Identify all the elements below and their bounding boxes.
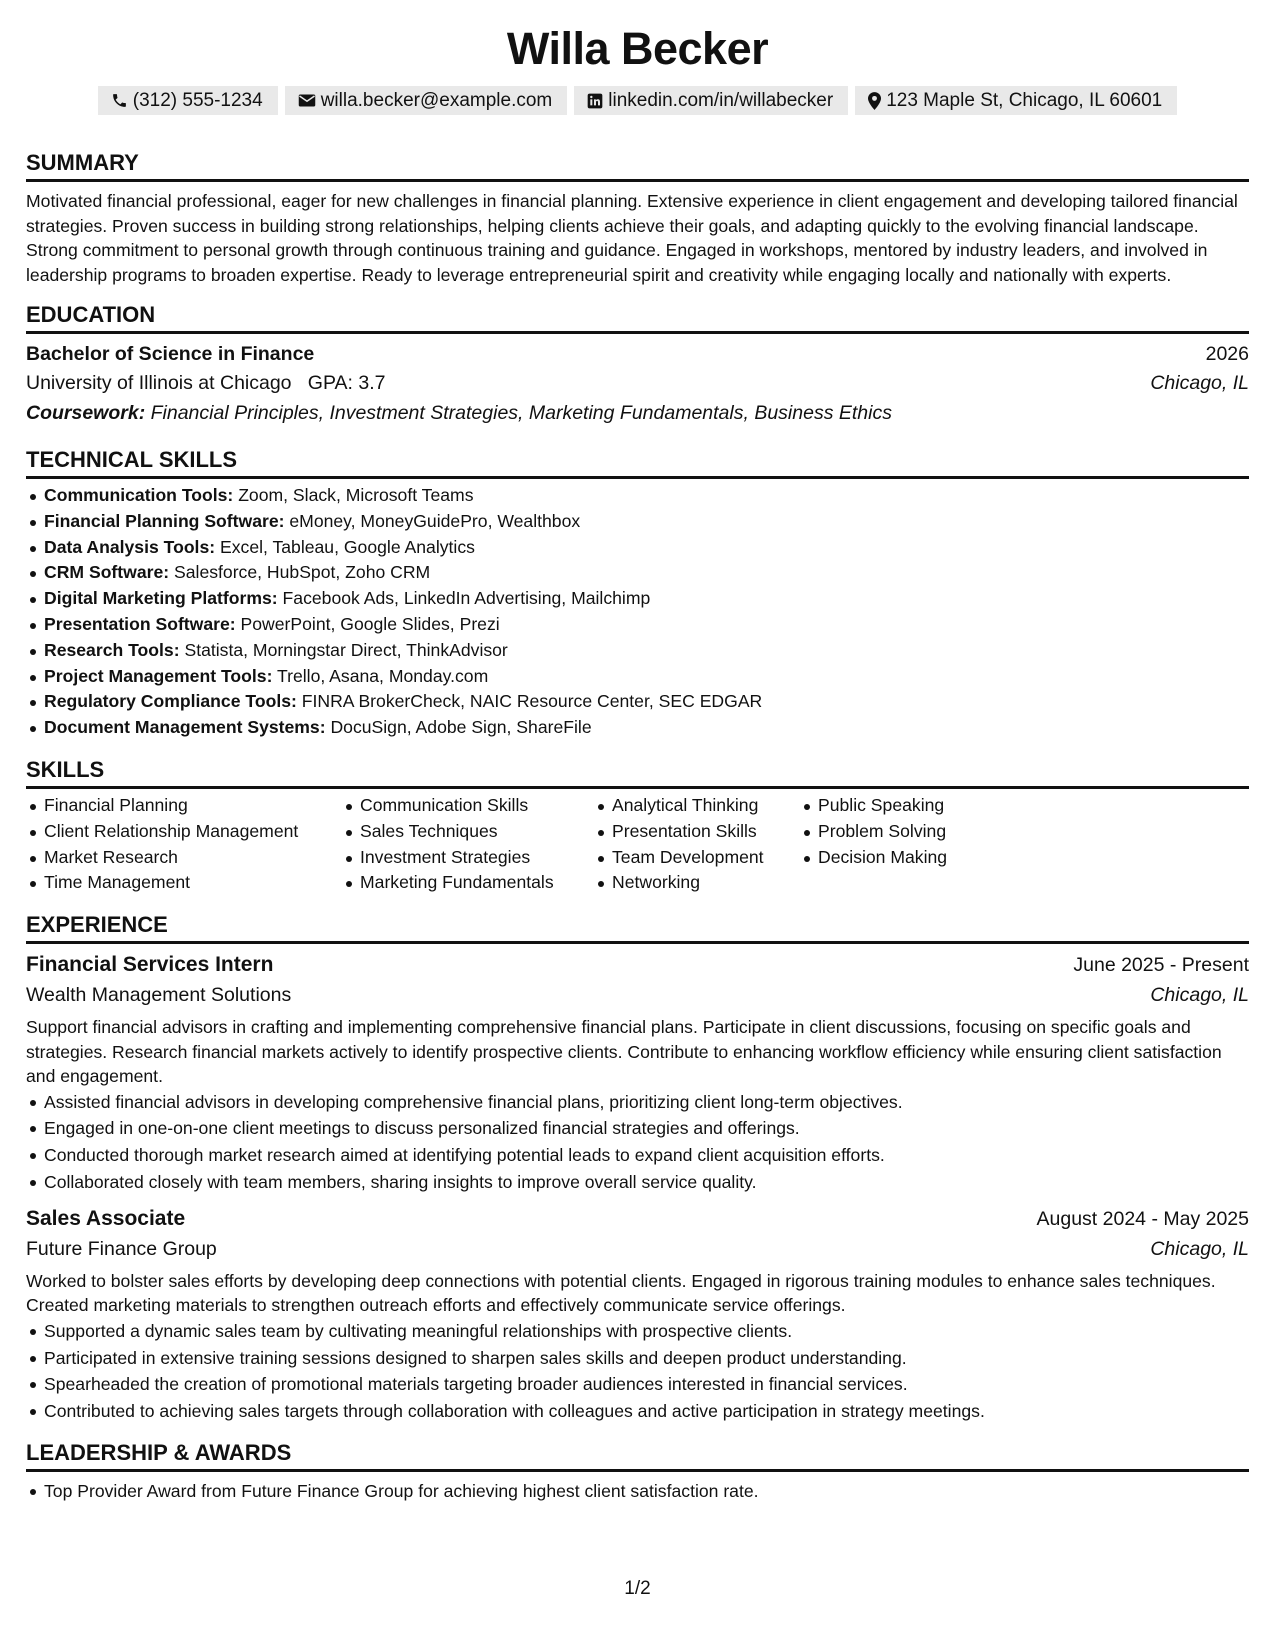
skill-category: Research Tools:	[44, 639, 180, 660]
job-location: Chicago, IL	[1150, 1237, 1249, 1260]
summary-heading: SUMMARY	[26, 149, 1249, 182]
list-item	[44, 612, 1249, 638]
list-item: Marketing Fundamentals	[360, 870, 594, 896]
list-item: Time Management	[44, 870, 342, 896]
page-number: 1/2	[624, 1578, 651, 1599]
contact-bar	[26, 86, 1249, 115]
job-bullets	[26, 1089, 1249, 1196]
list-item: Investment Strategies	[360, 845, 594, 871]
skill-category: Digital Marketing Platforms:	[44, 588, 278, 609]
list-item: Supported a dynamic sales team by cultivating meaningful relationships with prospective clients.	[44, 1318, 1249, 1345]
experience-heading: EXPERIENCE	[26, 911, 1249, 944]
list-item: Public Speaking	[818, 793, 1018, 819]
education-section	[26, 301, 1249, 428]
list-item: Contributed to achieving sales targets through collaboration with colleagues and active participation in strategy meetings.	[44, 1398, 1249, 1425]
skill-category: Project Management Tools:	[44, 665, 273, 686]
email-text: willa.becker@example.com	[320, 90, 553, 111]
list-item	[44, 560, 1249, 586]
list-item: Communication Skills	[360, 793, 594, 819]
job-bullets	[26, 1318, 1249, 1425]
list-item: Top Provider Award from Future Finance Group for achieving highest client satisfaction rate.	[44, 1478, 1249, 1505]
address-text: 123 Maple St, Chicago, IL 60601	[886, 90, 1163, 111]
linkedin-icon	[587, 93, 603, 109]
skill-category: Data Analysis Tools:	[44, 536, 216, 557]
skill-values: Salesforce, HubSpot, Zoho CRM	[174, 562, 431, 583]
experience-entry	[26, 950, 1249, 1196]
phone-chip[interactable]	[98, 86, 278, 115]
school-location: Chicago, IL	[1150, 372, 1249, 394]
education-heading: EDUCATION	[26, 301, 1249, 334]
list-item: Financial Planning	[44, 793, 342, 819]
skills-section	[26, 756, 1249, 896]
list-item: Presentation Skills	[612, 819, 800, 845]
list-item	[44, 638, 1249, 664]
gpa: GPA: 3.7	[307, 372, 386, 394]
summary-text: Motivated financial professional, eager for new challenges in financial planning. Extensive experience in client engagement and developing tailored financial strategies. Proven success in building strong relationships, helping clients achieve their goals, and adapting quickly to the evolving financial landscape. Strong commitment to personal growth through continuous training and guidance. Engaged in workshops, mentored by industry leaders, and involved in leadership programs to broaden expertise. Ready to leverage entrepreneurial spirit and creativity while engaging locally and nationally with experts.	[26, 191, 1238, 285]
experience-section	[26, 911, 1249, 1425]
job-summary: Worked to bolster sales efforts by developing deep connections with potential clients. Engaged in rigorous training modules to enhance sales techniques. Created marketing materials to strengthen outreach efforts and effectively communicate service offerings.	[26, 1270, 1216, 1316]
list-item	[44, 586, 1249, 612]
skills-column	[800, 793, 1018, 896]
technical-skills-list	[26, 483, 1249, 741]
list-item: Engaged in one-on-one client meetings to discuss personalized financial strategies and offerings.	[44, 1115, 1249, 1142]
leadership-heading: LEADERSHIP & AWARDS	[26, 1439, 1249, 1472]
resume-page	[26, 0, 1249, 1505]
candidate-name: Willa Becker	[506, 23, 769, 74]
job-title: Sales Associate	[26, 1206, 186, 1230]
skills-heading: SKILLS	[26, 756, 1249, 789]
coursework	[26, 398, 1249, 428]
job-summary: Support financial advisors in crafting and implementing comprehensive financial plans. Participate in client discussions, focusing on specific goals and strategies. Research financial markets actively to identify prospective clients. Contribute to enhancing workflow efficiency while ensuring client satisfaction and engagement.	[26, 1017, 1222, 1087]
list-item: Decision Making	[818, 845, 1018, 871]
technical-skills-section	[26, 446, 1249, 741]
skill-values: Trello, Asana, Monday.com	[277, 665, 489, 686]
phone-icon	[111, 92, 128, 109]
skill-values: Facebook Ads, LinkedIn Advertising, Mailchimp	[282, 588, 651, 609]
linkedin-text: linkedin.com/in/willabecker	[608, 90, 834, 111]
list-item	[44, 535, 1249, 561]
list-item: Conducted thorough market research aimed at identifying potential leads to expand client acquisition efforts.	[44, 1142, 1249, 1169]
skill-values: Excel, Tableau, Google Analytics	[219, 536, 475, 557]
skill-category: Regulatory Compliance Tools:	[44, 691, 297, 712]
list-item: Problem Solving	[818, 819, 1018, 845]
list-item: Sales Techniques	[360, 819, 594, 845]
skill-values: DocuSign, Adobe Sign, ShareFile	[330, 717, 592, 738]
envelope-icon	[298, 93, 316, 108]
coursework-label: Coursework:	[26, 402, 146, 424]
skill-values: Zoom, Slack, Microsoft Teams	[238, 485, 474, 505]
skills-column	[342, 793, 594, 896]
technical-skills-heading: TECHNICAL SKILLS	[26, 446, 1249, 479]
skill-category: CRM Software:	[44, 562, 170, 583]
skill-values: Statista, Morningstar Direct, ThinkAdvisor	[184, 639, 508, 660]
degree: Bachelor of Science in Finance	[26, 343, 315, 365]
skill-values: FINRA BrokerCheck, NAIC Resource Center, SEC EDGAR	[301, 691, 763, 712]
company-name: Future Finance Group	[26, 1237, 217, 1260]
list-item: Analytical Thinking	[612, 793, 800, 819]
list-item: Networking	[612, 870, 800, 896]
company-name: Wealth Management Solutions	[26, 984, 292, 1007]
job-title: Financial Services Intern	[26, 953, 274, 977]
address-chip	[855, 86, 1177, 115]
school-name: University of Illinois at Chicago	[26, 372, 292, 394]
skills-grid	[26, 793, 1249, 896]
skill-category: Communication Tools:	[44, 485, 234, 505]
linkedin-chip[interactable]	[574, 86, 848, 115]
skill-values: PowerPoint, Google Slides, Prezi	[240, 613, 500, 634]
leadership-section	[26, 1439, 1249, 1505]
skill-values: eMoney, MoneyGuidePro, Wealthbox	[289, 510, 581, 531]
list-item	[44, 664, 1249, 690]
email-chip[interactable]	[285, 86, 568, 115]
list-item: Collaborated closely with team members, sharing insights to improve overall service quality.	[44, 1169, 1249, 1196]
list-item: Assisted financial advisors in developing comprehensive financial plans, prioritizing client long-term objectives.	[44, 1089, 1249, 1116]
job-location: Chicago, IL	[1150, 984, 1249, 1007]
job-dates: June 2025 - Present	[1073, 954, 1249, 977]
list-item	[44, 689, 1249, 715]
list-item: Client Relationship Management	[44, 819, 342, 845]
list-item	[44, 509, 1249, 535]
graduation-year: 2026	[1205, 343, 1249, 365]
list-item	[44, 483, 1249, 509]
list-item: Team Development	[612, 845, 800, 871]
list-item: Spearheaded the creation of promotional materials targeting broader audiences interested in financial services.	[44, 1371, 1249, 1398]
leadership-list	[26, 1478, 1249, 1505]
skills-column	[26, 793, 342, 896]
phone-text: (312) 555-1234	[132, 90, 263, 111]
list-item	[44, 715, 1249, 741]
list-item: Market Research	[44, 845, 342, 871]
map-pin-icon	[868, 92, 881, 110]
list-item: Participated in extensive training sessions designed to sharpen sales skills and deepen product understanding.	[44, 1345, 1249, 1372]
skill-category: Presentation Software:	[44, 613, 236, 634]
skill-category: Document Management Systems:	[44, 717, 326, 738]
job-dates: August 2024 - May 2025	[1036, 1207, 1249, 1230]
coursework-list: Financial Principles, Investment Strategies, Marketing Fundamentals, Business Ethics	[150, 402, 892, 424]
experience-entry	[26, 1204, 1249, 1425]
skills-column	[594, 793, 800, 896]
summary-section	[26, 149, 1249, 287]
skill-category: Financial Planning Software:	[44, 510, 285, 531]
